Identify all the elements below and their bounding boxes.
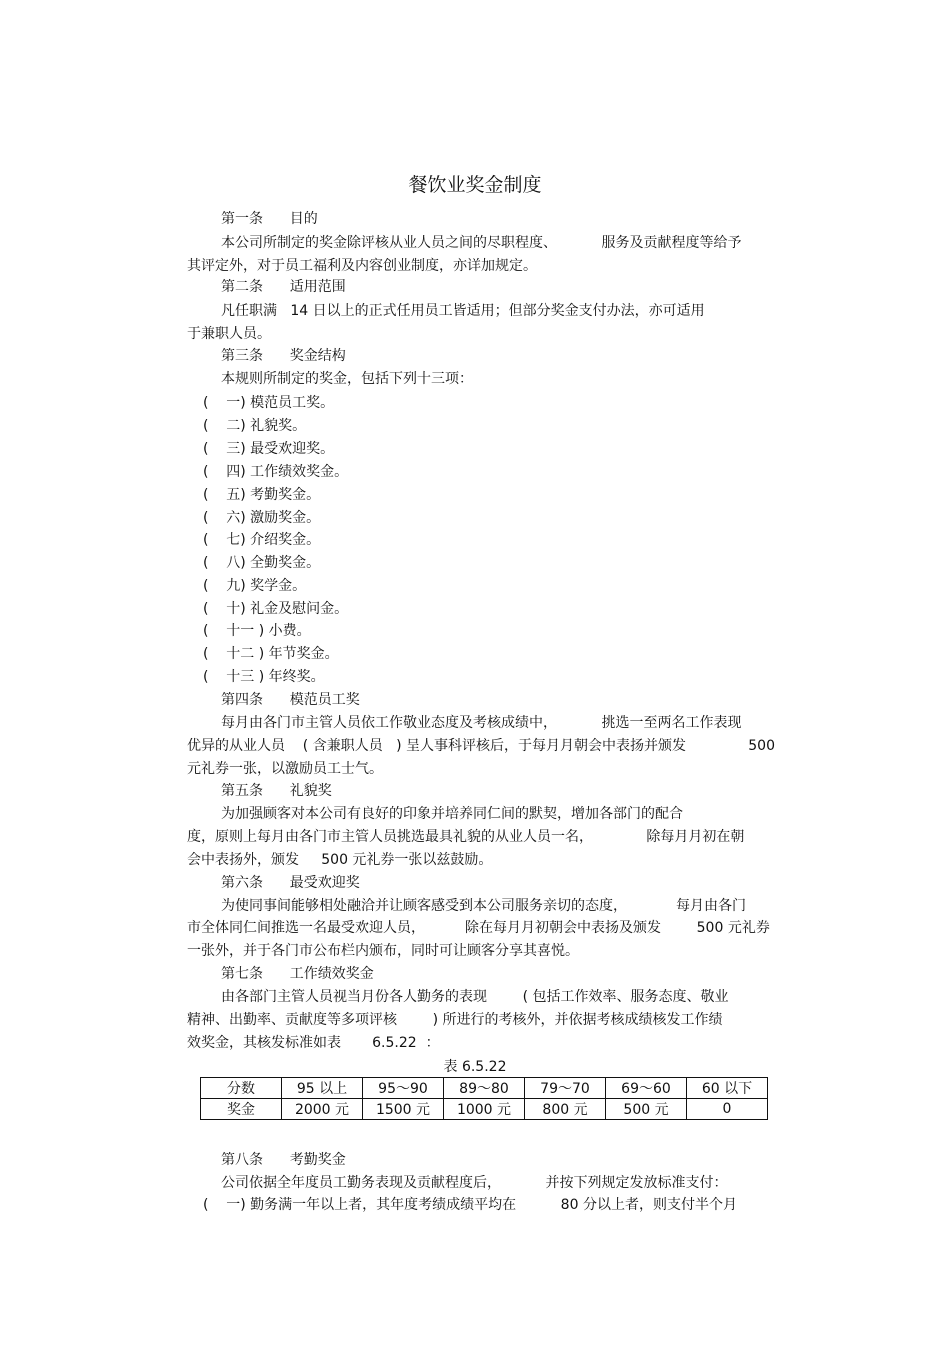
- text-line: 为使同事间能够相处融洽并让顾客感受到本公司服务亲切的态度， 每月由各门: [221, 898, 746, 914]
- text-line: 元礼券一张，以激励员工士气。: [187, 761, 383, 777]
- bonus-standard-table: [200, 1077, 768, 1120]
- text-line: 第七条 工作绩效奖金: [221, 966, 374, 982]
- bonus-cell: 1000 元: [444, 1099, 525, 1120]
- bonus-cell: 0: [687, 1099, 768, 1120]
- text-line: 第四条 模范员工奖: [221, 692, 360, 708]
- bonus-cell: 800 元: [525, 1099, 606, 1120]
- text-line: 第一条 目的: [221, 211, 318, 227]
- score-cell: 60 以下: [687, 1078, 768, 1099]
- score-cell: 89～80: [444, 1078, 525, 1099]
- score-cell: 95 以上: [282, 1078, 363, 1099]
- text-line: 一张外，并于各门市公布栏内颁布，同时可让顾客分享其喜悦。: [187, 943, 579, 959]
- text-line: 为加强顾客对本公司有良好的印象并培养同仁间的默契，增加各部门的配合: [221, 806, 683, 822]
- table-row-score: [201, 1078, 768, 1099]
- text-line: 优异的从业人员 ( 含兼职人员 ) 呈人事科评核后，于每月月朝会中表扬并颁发 500: [187, 738, 775, 754]
- text-line: 本规则所制定的奖金，包括下列十三项：: [221, 371, 473, 387]
- text-line: 第三条 奖金结构: [221, 348, 346, 364]
- text-line: ( 八) 全勤奖金。: [203, 555, 321, 571]
- text-line: ( 五) 考勤奖金。: [203, 487, 321, 503]
- text-line: ( 九) 奖学金。: [203, 578, 307, 594]
- text-line: 会中表扬外，颁发 500 元礼券一张以兹鼓励。: [187, 852, 493, 868]
- text-line: ( 十) 礼金及慰问金。: [203, 601, 349, 617]
- text-line: ( 三) 最受欢迎奖。: [203, 441, 335, 457]
- text-line: 精神、出勤率、贡献度等多项评核 ) 所进行的考核外，并依据考核成绩核发工作绩: [187, 1012, 723, 1028]
- text-line: ( 一) 勤务满一年以上者，其年度考绩成绩平均在 80 分以上者，则支付半个月: [203, 1197, 737, 1213]
- document-title: 餐饮业奖金制度: [408, 174, 542, 196]
- text-line: 第八条 考勤奖金: [221, 1152, 346, 1168]
- text-line: 本公司所制定的奖金除评核从业人员之间的尽职程度、 服务及贡献程度等给予: [221, 235, 742, 251]
- bonus-cell: 1500 元: [363, 1099, 444, 1120]
- text-line: 度，原则上每月由各门市主管人员挑选最具礼貌的从业人员一名， 除每月月初在朝: [187, 829, 745, 845]
- bonus-cell: 500 元: [606, 1099, 687, 1120]
- text-line: 于兼职人员。: [187, 326, 271, 342]
- text-line: ( 十二 ) 年节奖金。: [203, 646, 339, 662]
- text-line: 每月由各门市主管人员依工作敬业态度及考核成绩中， 挑选一至两名工作表现: [221, 715, 742, 731]
- row-label-score: 分数: [201, 1078, 282, 1099]
- text-line: 第六条 最受欢迎奖: [221, 875, 360, 891]
- text-line: ( 六) 激励奖金。: [203, 510, 321, 526]
- text-line: ( 一) 模范员工奖。: [203, 395, 335, 411]
- text-line: 第五条 礼貌奖: [221, 783, 332, 799]
- text-line: ( 四) 工作绩效奖金。: [203, 464, 349, 480]
- text-line: 由各部门主管人员视当月份各人勤务的表现 ( 包括工作效率、服务态度、敬业: [221, 989, 729, 1005]
- text-line: ( 十一 ) 小费。: [203, 623, 311, 639]
- score-cell: 95～90: [363, 1078, 444, 1099]
- text-line: 效奖金，其核发标准如表 6.5.22 ：: [187, 1035, 440, 1051]
- text-line: 凡任职满 14 日以上的正式任用员工皆适用；但部分奖金支付办法，亦可适用: [221, 303, 705, 319]
- bonus-cell: 2000 元: [282, 1099, 363, 1120]
- text-line: 第二条 适用范围: [221, 279, 346, 295]
- text-line: 公司依据全年度员工勤务表现及贡献程度后， 并按下列规定发放标准支付：: [221, 1175, 728, 1191]
- text-line: ( 二) 礼貌奖。: [203, 418, 307, 434]
- row-label-bonus: 奖金: [201, 1099, 282, 1120]
- table-caption: 表 6.5.22: [443, 1059, 507, 1075]
- score-cell: 79～70: [525, 1078, 606, 1099]
- score-cell: 69～60: [606, 1078, 687, 1099]
- text-line: 市全体同仁间推选一名最受欢迎人员， 除在每月月初朝会中表扬及颁发 500 元礼券: [187, 920, 770, 936]
- text-line: ( 十三 ) 年终奖。: [203, 669, 325, 685]
- table-row-bonus: [201, 1099, 768, 1120]
- text-line: 其评定外，对于员工福利及内容创业制度，亦详加规定。: [187, 258, 537, 274]
- text-line: ( 七) 介绍奖金。: [203, 532, 321, 548]
